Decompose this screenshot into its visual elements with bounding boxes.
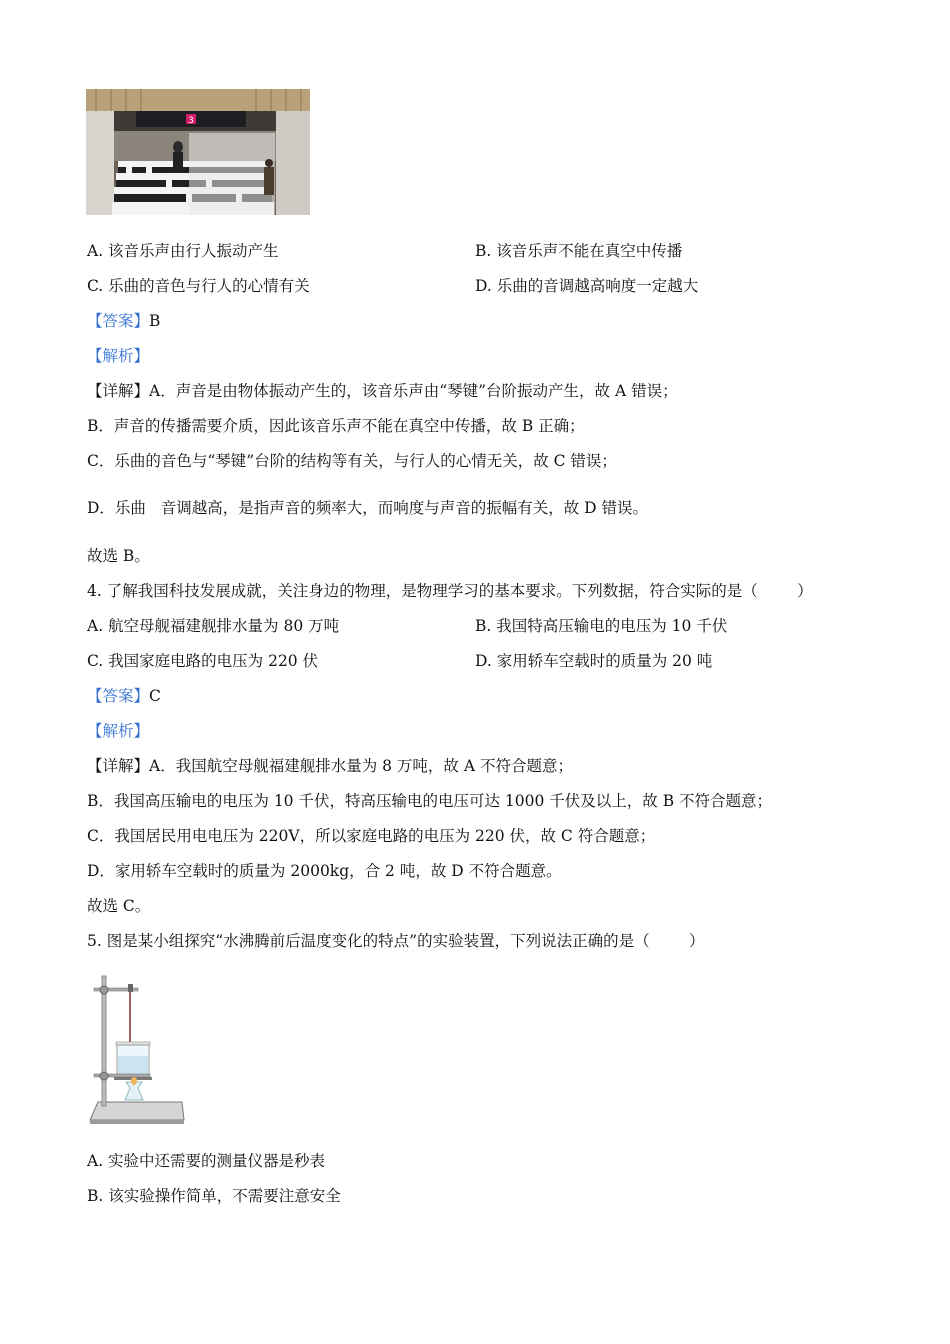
q3-detail-b: B．声音的传播需要介质，因此该音乐声不能在真空中传播，故 B 正确； <box>87 417 585 435</box>
q4-option-b: B. 我国特高压输电的电压为 10 千伏 <box>475 617 728 635</box>
q4-detail-b: B．我国高压输电的电压为 10 千伏，特高压输电的电压可达 1000 千伏及以上，故 B 不符合题意； <box>87 792 773 810</box>
q3-conclusion: 故选 B。 <box>87 547 150 565</box>
q3-analysis-tag: 【解析】 <box>87 347 150 365</box>
q5-option-a: A. 实验中还需要的测量仪器是秒表 <box>87 1152 326 1170</box>
q3-answer <box>87 310 160 332</box>
detail-tag: 【详解】 <box>87 757 150 775</box>
q4-analysis-tag: 【解析】 <box>87 722 150 740</box>
detail-text: A．声音是由物体振动产生的，该音乐声由“琴键”台阶振动产生，故 A 错误； <box>149 382 678 400</box>
answer-value: B <box>149 312 161 330</box>
q5-stem: 5. 图是某小组探究“水沸腾前后温度变化的特点”的实验装置，下列说法正确的是（ ） <box>87 932 705 950</box>
answer-tag: 【答案】 <box>87 687 150 705</box>
answer-tag: 【答案】 <box>87 312 150 330</box>
detail-tag: 【详解】 <box>87 382 150 400</box>
q5-option-b: B. 该实验操作简单，不需要注意安全 <box>87 1187 341 1205</box>
piano-stairs-photo <box>86 89 310 215</box>
answer-value: C <box>149 687 161 705</box>
q3-option-a: A. 该音乐声由行人振动产生 <box>87 242 279 260</box>
q3-detail-c: C．乐曲的音色与“琴键”台阶的结构等有关，与行人的心情无关，故 C 错误； <box>87 452 617 470</box>
detail-text: A．我国航空母舰福建舰排水量为 8 万吨，故 A 不符合题意； <box>149 757 573 775</box>
q4-detail-d: D．家用轿车空载时的质量为 2000kg，合 2 吨，故 D 不符合题意。 <box>87 862 562 880</box>
q3-option-c: C. 乐曲的音色与行人的心情有关 <box>87 277 310 295</box>
q3-option-d: D. 乐曲的音调越高响度一定越大 <box>475 277 699 295</box>
exit-sign-number: 3 <box>188 116 194 126</box>
q4-detail-c: C．我国居民用电电压为 220V，所以家庭电路的电压为 220 伏，故 C 符合题意； <box>87 827 656 845</box>
q3-detail-d: D．乐曲 音调越高，是指声音的频率大，而响度与声音的振幅有关，故 D 错误。 <box>87 499 648 517</box>
boiling-water-apparatus-figure <box>86 970 186 1130</box>
q4-conclusion: 故选 C。 <box>87 897 151 915</box>
q3-detail-a <box>87 380 678 402</box>
q4-option-a: A. 航空母舰福建舰排水量为 80 万吨 <box>87 617 340 635</box>
q4-stem: 4. 了解我国科技发展成就，关注身边的物理，是物理学习的基本要求。下列数据，符合实际的是（ ） <box>87 582 813 600</box>
q4-detail-a <box>87 755 573 777</box>
q4-answer <box>87 685 161 707</box>
q4-option-d: D. 家用轿车空载时的质量为 20 吨 <box>475 652 713 670</box>
q4-option-c: C. 我国家庭电路的电压为 220 伏 <box>87 652 319 670</box>
q3-option-b: B. 该音乐声不能在真空中传播 <box>475 242 683 260</box>
